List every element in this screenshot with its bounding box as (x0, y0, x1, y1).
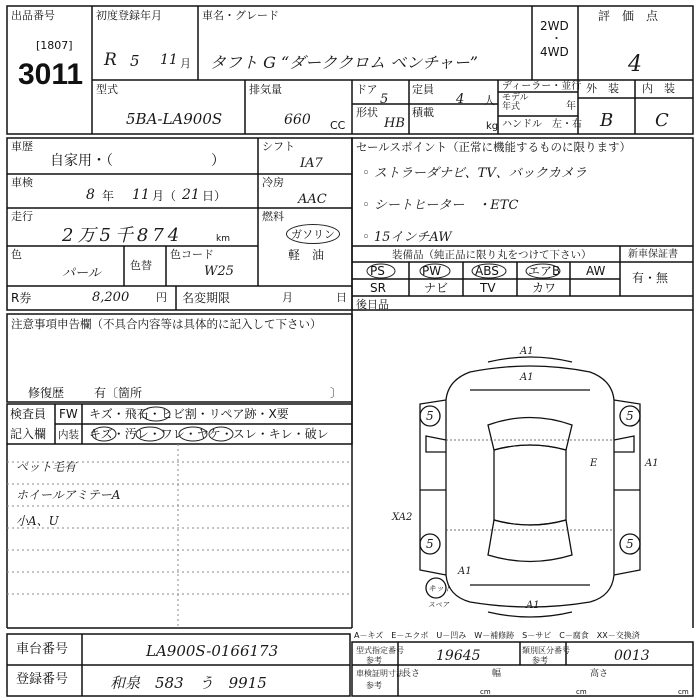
door-label: ドア (356, 83, 378, 96)
drive-2wd: 2WD (540, 19, 569, 33)
inspection-day-unit: 日） (202, 189, 227, 203)
color-code-label: 色コード (170, 248, 214, 261)
repair-label: 修復歴 (28, 386, 65, 400)
lot-bracket: [1807] (36, 39, 73, 52)
fw-label: FW (59, 407, 78, 421)
inspection-month-unit: 月（ (152, 189, 177, 203)
color-label: 色 (11, 248, 22, 261)
score-value: 4 (628, 52, 642, 77)
equip-airbag: エアB (528, 264, 561, 278)
inspector-label-1: 検査員 (10, 407, 47, 421)
name-change-month: 月 (282, 291, 293, 304)
inspector-label-2: 記入欄 (10, 427, 47, 441)
equip-pw: PW (422, 264, 442, 278)
interior-grade: C (655, 110, 669, 131)
type-sub: 参考 (366, 656, 382, 665)
ac-value: AAC (298, 192, 327, 207)
car-name-label: 車名・グレード (202, 9, 279, 22)
fuel-gasoline: ガソリン (286, 224, 340, 244)
displacement-value: 660 (284, 112, 311, 128)
inspection-month: 11 (132, 187, 150, 203)
model-label: 型式 (96, 83, 118, 96)
damage-mark: 5 (626, 409, 634, 423)
ac-label: 冷房 (262, 176, 284, 189)
name-change-day: 日 (336, 291, 347, 304)
equip-aw: AW (586, 264, 606, 278)
warranty-value: 有・無 (632, 271, 669, 285)
fuel-diesel: 軽 油 (288, 248, 325, 262)
fuel-label: 燃料 (262, 210, 284, 223)
remark-line: ホイールアミテーA (16, 488, 121, 502)
class-label: 類別区分番号 (522, 646, 570, 655)
width-label: 幅 (492, 669, 502, 679)
shift-value: IA7 (300, 156, 323, 171)
chassis-value: LA900S-0166173 (146, 642, 279, 660)
month-unit: 月 (180, 57, 191, 70)
capacity-label: 定員 (412, 83, 434, 96)
equip-abs: ABS (475, 264, 499, 278)
model-year-label: モデル 年式 (502, 93, 529, 112)
mileage-value: 2万5千874 (62, 225, 184, 246)
width-unit: cm (576, 688, 587, 696)
recycle-label: R券 (11, 291, 32, 305)
equip-navi: ナビ (424, 281, 449, 295)
year-unit: 年 (566, 101, 576, 112)
damage-mark: A1 (520, 372, 534, 383)
history-label: 車歴 (11, 140, 33, 153)
history-value: 自家用・（ ） (50, 153, 225, 169)
drive-4wd: 4WD (540, 45, 569, 59)
inspection-year-unit: 年 (102, 189, 115, 203)
class-value: 0013 (614, 648, 650, 664)
equip-ps: PS (370, 264, 385, 278)
repair-value: 有〔箇所 (94, 386, 143, 400)
damage-mark: 5 (426, 537, 434, 551)
mileage-unit: km (216, 234, 230, 244)
exterior-grade: B (600, 110, 614, 131)
damage-mark: キット (428, 584, 452, 593)
cert-label: 車検証明寸法 (356, 669, 404, 678)
handle-label: ハンドル 左・右 (502, 119, 582, 130)
length-unit: cm (480, 688, 491, 696)
color-change-label: 色替 (130, 259, 152, 272)
load-label: 積載 (412, 106, 434, 119)
inspection-year: 8 (86, 187, 95, 203)
equip-leather: カワ (532, 281, 557, 295)
damage-mark: E (590, 458, 598, 469)
later-label: 後日品 (356, 298, 389, 311)
lot-label: 出品番号 (11, 9, 55, 22)
color-code-value: W25 (204, 264, 234, 279)
damage-mark: A1 (458, 566, 472, 577)
recycle-value: 8,200 (92, 290, 130, 305)
displacement-unit: CC (330, 119, 346, 132)
interior-items: キズ・汚レ・ワレ・ヤケ・スレ・キレ・破レ (89, 427, 329, 441)
displacement-label: 排気量 (249, 83, 282, 96)
interior-mark-label: 内装 (58, 429, 79, 441)
first-reg-label: 初度登録年月 (96, 9, 162, 22)
remark-line: 小A、U (16, 514, 59, 528)
sales-point-item: ◦ 15インチAW (362, 230, 452, 245)
dealer-label: ディーラー・並行 (502, 81, 582, 92)
type-value: 19645 (436, 648, 481, 664)
damage-mark: XA2 (392, 512, 413, 523)
type-label: 型式指定番号 (356, 646, 404, 655)
damage-mark: 5 (426, 409, 434, 423)
month-value: 11 (160, 52, 178, 68)
notes-label: 注意事項申告欄（不具合内容等は具体的に記入して下さい） (11, 317, 322, 331)
chassis-label: 車台番号 (16, 642, 69, 657)
equip-tv: TV (480, 281, 496, 295)
warranty-label: 新車保証書 (628, 249, 678, 260)
fw-items: キズ・飛石・ヒビ割・リペア跡・X要 (89, 407, 289, 421)
drive-dot: ・ (551, 32, 562, 45)
height-unit: cm (678, 688, 689, 696)
name-change-label: 名変期限 (182, 291, 231, 305)
equipment-label: 装備品（純正品に限り丸をつけて下さい） (392, 249, 592, 261)
reg-value: 和泉 583 う 9915 (110, 674, 267, 692)
damage-mark: スペア (428, 601, 449, 609)
era-value: R (104, 50, 117, 70)
height-label: 高さ (590, 669, 609, 679)
interior-label: 内 装 (642, 82, 675, 95)
shift-label: シフト (262, 140, 295, 153)
damage-mark: A1 (526, 600, 540, 611)
sales-point-item: ◦ ストラーダナビ、TV、バックカメラ (362, 166, 587, 181)
damage-mark: 5 (626, 537, 634, 551)
repair-close: 〕 (330, 386, 343, 400)
door-value: 5 (380, 92, 389, 107)
damage-legend: A－キズ E－エクボ U－凹み W－補修跡 S－サビ C－腐食 XX－交換済 (354, 631, 640, 640)
score-label: 評 価 点 (598, 9, 659, 23)
load-unit: kg (486, 121, 499, 132)
year-value: 5 (130, 52, 140, 70)
lot-number: 3011 (18, 58, 84, 91)
mileage-label: 走行 (11, 210, 33, 223)
recycle-unit: 円 (156, 291, 167, 304)
length-label: 長さ (402, 669, 421, 679)
damage-mark: A1 (645, 458, 659, 469)
model-value: 5BA-LA900S (126, 110, 223, 128)
color-value: パール (62, 266, 101, 281)
reg-label: 登録番号 (16, 672, 69, 687)
remark-line: ペット毛有 (16, 460, 77, 474)
car-name-value: タフト G “ダーククロム ベンチャー” (210, 53, 478, 72)
damage-mark: A1 (520, 346, 534, 357)
exterior-label: 外 装 (586, 82, 619, 95)
capacity-value: 4 (456, 92, 465, 107)
shape-label: 形状 (356, 106, 378, 119)
class-sub: 参考 (532, 656, 548, 665)
sales-point-item: ◦ シートヒーター ・ETC (362, 198, 519, 213)
inspection-day: 21 (182, 187, 200, 203)
capacity-unit: 人 (484, 94, 495, 107)
inspection-label: 車検 (11, 176, 33, 189)
shape-value: HB (384, 116, 405, 131)
sales-points-label: セールスポイント（正常に機能するものに限ります） (356, 140, 631, 154)
equip-sr: SR (370, 281, 386, 295)
cert-sub: 参考 (366, 681, 382, 690)
